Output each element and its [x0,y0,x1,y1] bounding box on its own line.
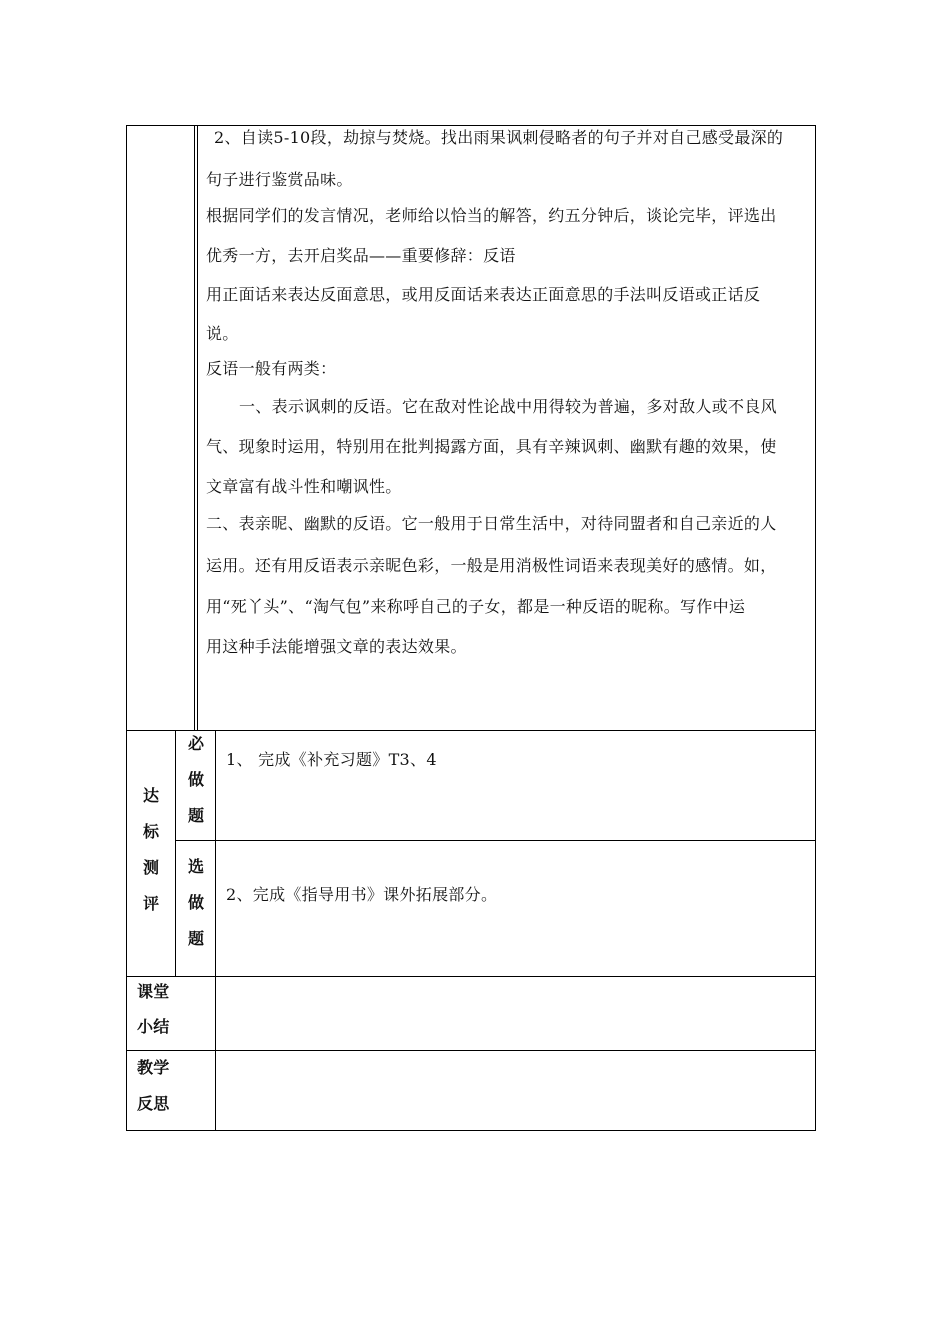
optional-label-char: 做 [187,893,204,912]
optional-label-char: 选 [187,857,204,876]
table-right-border [815,125,816,1131]
lesson-line-10: 文章富有战斗性和嘲讽性。 [206,477,402,496]
first-row-inner-border-a [194,125,195,730]
summary-label-line-2: 小结 [137,1017,170,1036]
assessment-sublabel-border [215,730,216,976]
lesson-line-5: 用正面话来表达反面意思，或用反面话来表达正面意思的手法叫反语或正话反 [206,285,761,304]
reflection-label-line-2: 反思 [137,1094,170,1113]
assessment-label-char: 评 [142,894,159,913]
lesson-line-4: 优秀一方，去开启奖品——重要修辞：反语 [206,246,516,265]
lesson-line-14: 用这种手法能增强文章的表达效果。 [206,637,467,656]
summary-label-line-1: 课堂 [137,982,170,1001]
lesson-line-11: 二、表亲昵、幽默的反语。它一般用于日常生活中，对待同盟者和自己亲近的人 [206,514,777,533]
lesson-line-12: 运用。还有用反语表示亲昵色彩，一般是用消极性词语来表现美好的感情。如， [206,556,777,575]
assessment-label [141,786,161,930]
optional-label-char: 题 [187,929,204,948]
optional-task: 2、完成《指导用书》课外拓展部分。 [226,885,498,904]
summary-reflection-label-border [215,976,216,1131]
assessment-label-char: 标 [142,822,159,841]
lesson-line-7: 反语一般有两类： [206,359,337,378]
optional-label [186,857,206,965]
required-label-char: 必 [187,734,204,753]
required-label [186,734,206,842]
table-bottom-border [126,1130,816,1131]
lesson-line-8: 一、表示讽刺的反语。它在敌对性论战中用得较为普遍，多对敌人或不良风 [239,397,777,416]
assessment-label-char: 达 [142,786,159,805]
row-divider-reflection [126,1050,816,1051]
lesson-line-1: 2、自读5-10段，劫掠与焚烧。找出雨果讽刺侵略者的句子并对自己感受最深的 [214,128,784,147]
first-row-inner-border-b [197,125,198,730]
assessment-label-char: 测 [142,858,159,877]
table-left-border [126,125,127,1131]
row-divider-assessment [126,730,816,731]
reflection-label-line-1: 教学 [137,1058,170,1077]
lesson-line-9: 气、现象时运用，特别用在批判揭露方面，具有辛辣讽刺、幽默有趣的效果，使 [206,437,777,456]
lesson-line-2: 句子进行鉴赏品味。 [206,170,353,189]
lesson-line-3: 根据同学们的发言情况，老师给以恰当的解答，约五分钟后，谈论完毕，评选出 [206,206,777,225]
row-divider-summary [126,976,816,977]
required-task: 1、 完成《补充习题》T3、4 [226,750,437,769]
row-divider-optional [175,840,816,841]
lesson-line-13: 用“死丫头”、“淘气包”来称呼自己的子女，都是一种反语的昵称。写作中运 [206,597,746,616]
assessment-label-border [175,730,176,976]
lesson-line-6: 说。 [206,324,239,343]
required-label-char: 题 [187,806,204,825]
table-top-border [126,125,816,126]
required-label-char: 做 [187,770,204,789]
